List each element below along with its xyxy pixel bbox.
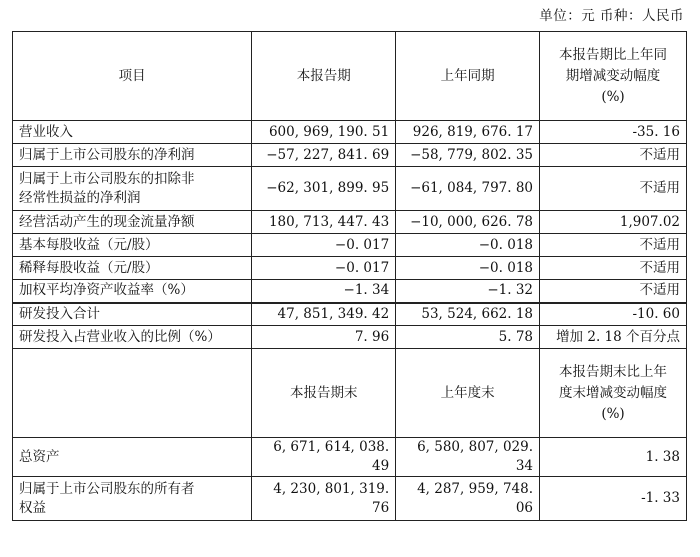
row-label: 归属于上市公司股东的扣除非 经常性损益的净利润 [13,167,252,211]
table-subheader-row [13,349,687,438]
row-prior: −0. 018 [396,257,540,280]
table-row [13,303,687,326]
subheader-change: 本报告期末比上年 度末增减变动幅度 (%) [540,349,687,438]
row-current: 47, 851, 349. 42 [252,303,396,326]
row-change: -10. 60 [540,303,687,326]
row-prior: −58, 779, 802. 35 [396,144,540,167]
table-row [13,280,687,303]
row-current: 4, 230, 801, 319. 76 [252,477,396,521]
row-label: 经营活动产生的现金流量净额 [13,211,252,234]
subheader-prior-year-end: 上年度末 [396,349,540,438]
table-row [13,144,687,167]
table-row [13,121,687,144]
row-change: -1. 33 [540,477,687,521]
row-label: 归属于上市公司股东的净利润 [13,144,252,167]
row-prior: 6, 580, 807, 029. 34 [396,438,540,477]
row-change: -35. 16 [540,121,687,144]
table-row [13,326,687,349]
row-prior: −10, 000, 626. 78 [396,211,540,234]
unit-currency-note: 单位：元 币种：人民币 [539,8,684,24]
row-current: −1. 34 [252,280,396,303]
row-label: 研发投入合计 [13,303,252,326]
row-change: 增加 2. 18 个百分点 [540,326,687,349]
row-prior: 4, 287, 959, 748. 06 [396,477,540,521]
row-label: 研发投入占营业收入的比例（%） [13,326,252,349]
financial-data-table [12,31,687,521]
row-current: 6, 671, 614, 038. 49 [252,438,396,477]
row-current: −0. 017 [252,257,396,280]
row-current: 7. 96 [252,326,396,349]
table-header-row [13,32,687,121]
row-current: 600, 969, 190. 51 [252,121,396,144]
row-change: 不适用 [540,167,687,211]
row-label: 营业收入 [13,121,252,144]
row-prior: −0. 018 [396,234,540,257]
row-label: 加权平均净资产收益率（%） [13,280,252,303]
row-current: −57, 227, 841. 69 [252,144,396,167]
row-prior: 53, 524, 662. 18 [396,303,540,326]
header-change: 本报告期比上年同 期增减变动幅度 (%) [540,32,687,121]
row-prior: −61, 084, 797. 80 [396,167,540,211]
row-change: 不适用 [540,280,687,303]
row-current: −0. 017 [252,234,396,257]
row-label: 总资产 [13,438,252,477]
row-change: 不适用 [540,257,687,280]
row-current: −62, 301, 899. 95 [252,167,396,211]
table-row [13,477,687,521]
table-row [13,167,687,211]
row-change: 不适用 [540,144,687,167]
table-row [13,438,687,477]
table-row [13,234,687,257]
row-current: 180, 713, 447. 43 [252,211,396,234]
row-prior: 5. 78 [396,326,540,349]
table-row [13,211,687,234]
header-prior-period: 上年同期 [396,32,540,121]
row-prior: 926, 819, 676. 17 [396,121,540,144]
table-row [13,257,687,280]
row-label: 归属于上市公司股东的所有者 权益 [13,477,252,521]
row-label: 稀释每股收益（元/股） [13,257,252,280]
subheader-blank [13,349,252,438]
row-change: 不适用 [540,234,687,257]
header-current-period: 本报告期 [252,32,396,121]
row-change: 1. 38 [540,438,687,477]
subheader-period-end: 本报告期末 [252,349,396,438]
row-change: 1,907.02 [540,211,687,234]
row-label: 基本每股收益（元/股） [13,234,252,257]
header-item: 项目 [13,32,252,121]
row-prior: −1. 32 [396,280,540,303]
